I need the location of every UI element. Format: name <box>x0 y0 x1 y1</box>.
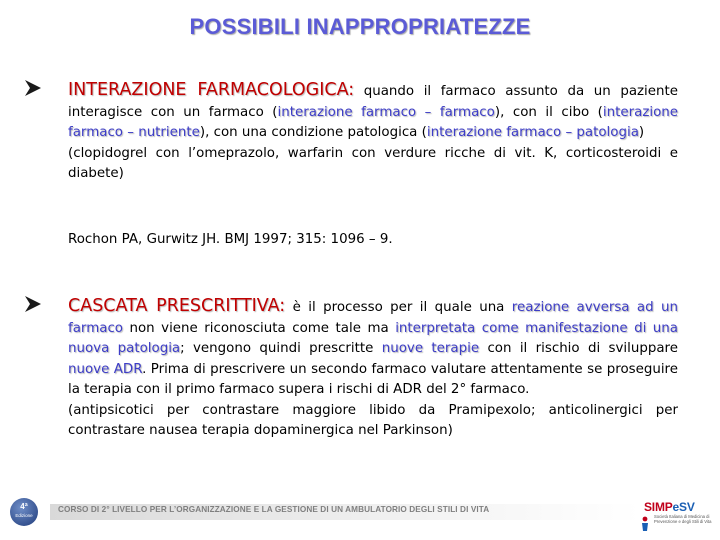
arrow-bullet-icon <box>22 293 44 315</box>
logo-subtitle: Società Italiana di Medicina di Prevenzione e degli Stili di Vita <box>654 514 712 524</box>
cascata-heading: CASCATA PRESCRITTIVA: <box>68 296 286 316</box>
bibliographic-reference: Rochon PA, Gurwitz JH. BMJ 1997; 315: 1096 – 9. <box>68 232 393 247</box>
cascata-text-4: con il rischio di sviluppare <box>479 341 678 356</box>
slide-title: POSSIBILI INAPPROPRIATEZZE <box>189 14 531 39</box>
bullet-interazione <box>22 80 678 185</box>
interazione-highlight-3: interazione farmaco – patologia <box>426 125 639 140</box>
logo-name <box>640 500 718 514</box>
arrow-bullet-icon <box>22 77 44 99</box>
cascata-text-5: . Prima di prescrivere un secondo farmaco valutare attentamente se proseguire la terapia con il primo farmaco supera i rischi di ADR del 2° farmaco. <box>68 361 679 397</box>
logo-accent: eSV <box>672 500 695 514</box>
logo-main: SIMP <box>644 500 673 514</box>
cascata-text-2: non viene riconosciuta come tale ma <box>123 320 396 336</box>
cascata-text-3: ; vengono quindi prescritte <box>180 341 382 356</box>
edition-badge <box>10 498 38 526</box>
interazione-heading: INTERAZIONE FARMACOLOGICA: <box>68 80 355 100</box>
simpesv-logo <box>640 500 718 536</box>
bullet-cascata <box>22 296 678 442</box>
interazione-text-3: ), con una condizione patologica ( <box>199 125 427 140</box>
edition-label: Edizione <box>15 513 33 518</box>
interazione-text-1: quando il farmaco assunto da un paziente interagisce con un farmaco ( <box>68 84 678 120</box>
cascata-highlight-2: interpretata come manifestazione di una nuova patologia <box>68 320 678 356</box>
interazione-text-4: ) <box>638 125 645 140</box>
course-title: CORSO DI 2° LIVELLO PER L’ORGANIZZAZIONE E LA GESTIONE DI UN AMBULATORIO DEGLI STILI DI VITA <box>58 505 490 514</box>
edition-number: 4ª <box>20 502 28 511</box>
cascata-highlight-1: reazione avversa ad un farmaco <box>68 300 678 336</box>
cascata-highlight-3: nuove terapie <box>381 341 480 356</box>
footer <box>0 496 720 540</box>
interazione-example: (clopidogrel con l’omeprazolo, warfarin con verdure ricche di vit. K, corticosteroidi e diabete) <box>68 145 678 181</box>
interazione-highlight-1: interazione farmaco – farmaco <box>277 104 495 120</box>
interazione-highlight-2: interazione farmaco – nutriente <box>68 104 678 140</box>
cascata-highlight-4: nuove ADR <box>68 361 143 377</box>
interazione-paragraph <box>68 80 678 185</box>
cascata-paragraph <box>68 296 678 442</box>
cascata-text-1: è il processo per il quale una <box>285 300 512 315</box>
logo-figure-icon <box>640 516 650 532</box>
interazione-text-2: ), con il cibo ( <box>494 104 603 120</box>
cascata-example: (antipsicotici per contrastare maggiore libido da Pramipexolo; anticolinergici per contrastare nausea terapia dopaminergica nel Parkinson) <box>68 402 678 438</box>
